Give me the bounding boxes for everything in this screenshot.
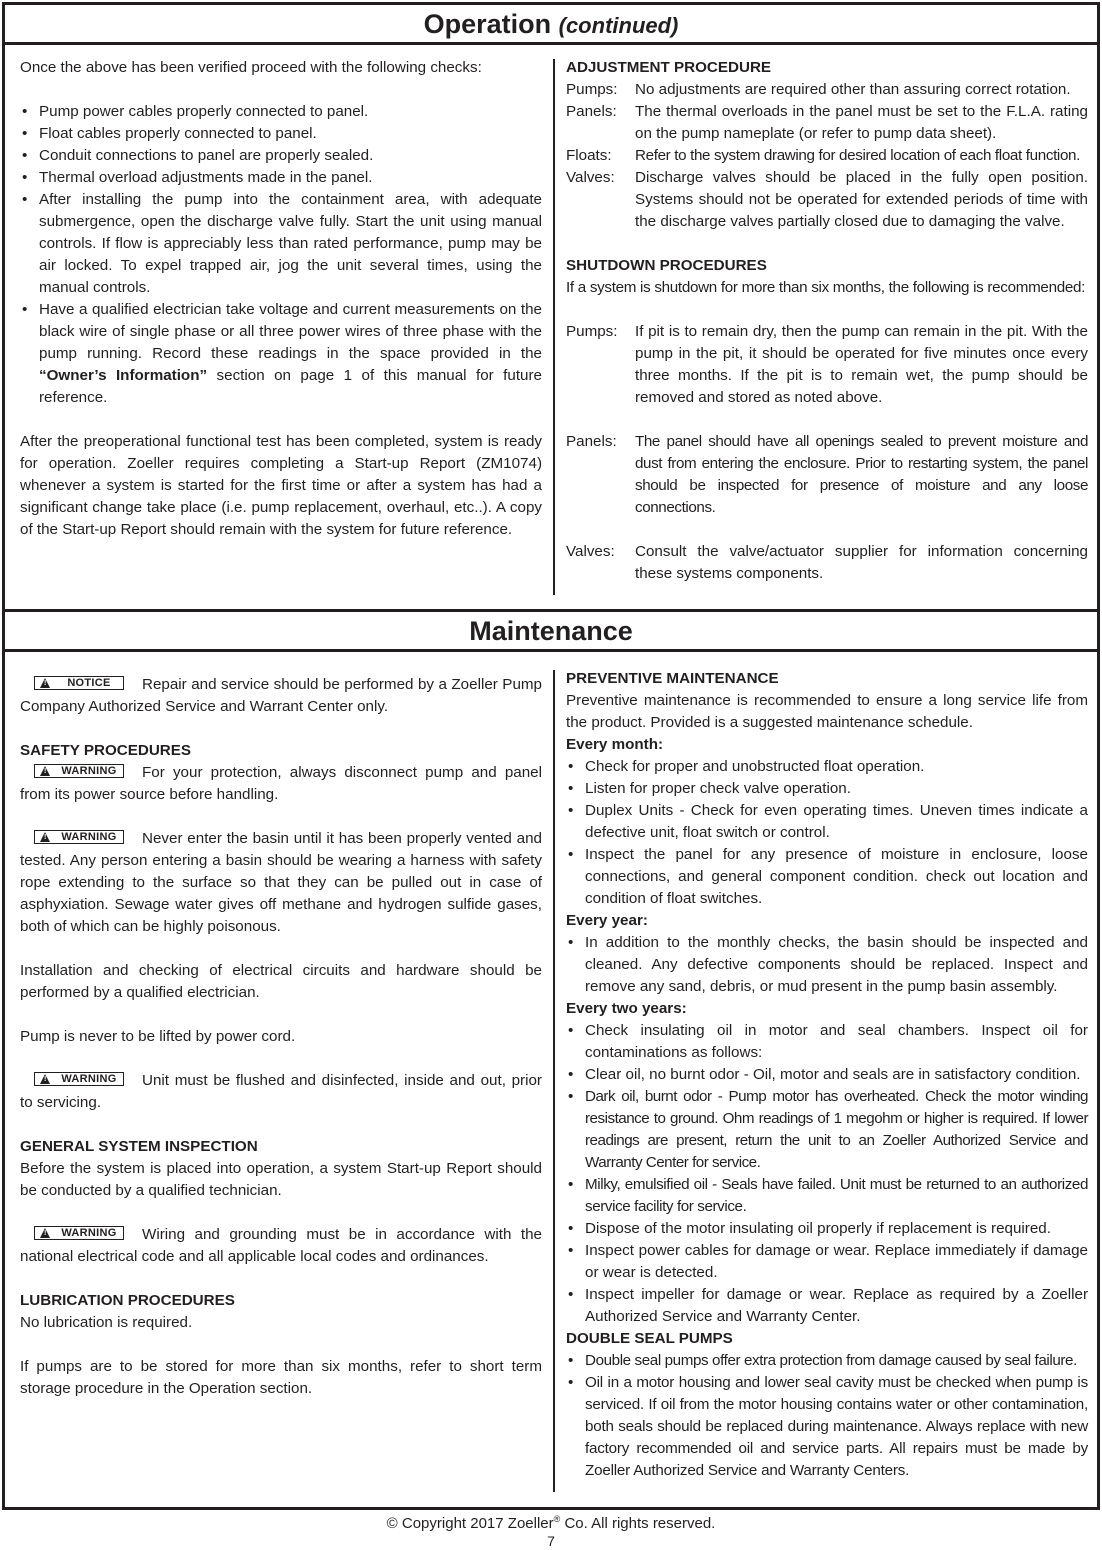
warning-paragraph [20, 1224, 542, 1268]
column-divider [553, 670, 555, 1492]
warning-paragraph [20, 1070, 542, 1114]
def-text: The panel should have all openings sealed to prevent moisture and dust from entering the enclosure. Prior to restarting system, the panel should be inspected for presence of moisture and any loose connections. [635, 433, 1088, 516]
def-label: Floats: [566, 147, 612, 164]
lubrication-heading: LUBRICATION PROCEDURES [20, 1292, 235, 1309]
shutdown-heading: SHUTDOWN PROCEDURES [566, 257, 767, 274]
shutdown-item [566, 431, 1088, 519]
list-item: • Clear oil, no burnt odor - Oil, motor and seals are in satisfactory condition. [566, 1064, 1088, 1086]
shutdown-item [566, 321, 1088, 409]
list-item: • Conduit connections to panel are properly sealed. [20, 145, 542, 167]
adjustment-item [566, 101, 1088, 145]
yearly-list [566, 932, 1088, 998]
warning-text: For your protection, always disconnect pump and panel from its power source before handling. [20, 764, 542, 803]
list-item: • Listen for proper check valve operation. [566, 778, 1088, 800]
def-label: Valves: [566, 543, 615, 560]
adjustment-item [566, 145, 1088, 167]
warning-label: WARNING [61, 830, 117, 843]
shutdown-intro: If a system is shutdown for more than six months, the following is recommended: [566, 279, 1086, 296]
list-item [20, 299, 542, 409]
list-item: • In addition to the monthly checks, the basin should be inspected and cleaned. Any defective components should be replaced. Inspect and remove any sand, debris, or mud present in the pump basin assembly. [566, 932, 1088, 998]
warning-paragraph [20, 828, 542, 938]
check-last-post: section on page 1 of this manual for future reference. [39, 367, 542, 406]
safety-heading: SAFETY PROCEDURES [20, 742, 192, 759]
list-item: • Thermal overload adjustments made in the panel. [20, 167, 542, 189]
list-item: • Dispose of the motor insulating oil properly if replacement is required. [566, 1218, 1088, 1240]
adjustment-item [566, 79, 1088, 101]
general-inspection-text: Before the system is placed into operation, a system Start-up Report should be conducted by a qualified technician. [20, 1160, 542, 1199]
maintenance-section [2, 609, 1100, 1510]
general-inspection-heading: GENERAL SYSTEM INSPECTION [20, 1138, 258, 1155]
monthly-list [566, 756, 1088, 910]
adjustment-heading: ADJUSTMENT PROCEDURE [566, 59, 772, 76]
check-last-pre: Have a qualified electrician take voltage and current measurements on the black wire of single phase or all three power wires of three phase with the pump running. Record these readings in the space provided in the [39, 301, 542, 362]
def-text: No adjustments are required other than assuring correct rotation. [635, 81, 1071, 98]
list-item: • Inspect power cables for damage or wear. Replace immediately if damage or wear is detected. [566, 1240, 1088, 1284]
def-text: Consult the valve/actuator supplier for information concerning these systems components. [635, 543, 1088, 582]
page-number: 7 [547, 1533, 555, 1549]
def-label: Panels: [566, 433, 617, 450]
list-item: • Inspect the panel for any presence of moisture in enclosure, loose connections, and general component condition. check out location and condition of float switches. [566, 844, 1088, 910]
operation-title: Operation [423, 9, 552, 39]
warning-badge: ! WARNING [34, 1226, 124, 1240]
double-seal-heading: DOUBLE SEAL PUMPS [566, 1330, 733, 1347]
def-text: Discharge valves should be placed in the fully open position. Systems should not be operated for extended periods of time with the discharge valves partially closed due to damaging the valve. [635, 169, 1088, 230]
warning-text: Never enter the basin until it has been properly vented and tested. Any person entering a basin should be wearing a harness with safety rope extending to the surface so that they can be pulled out in case of asphyxiation. Sewage water gives off methane and hydrogen sulfide gases, both of which can be highly poisonous. [20, 830, 542, 935]
operation-section [2, 2, 1100, 612]
maintenance-left-column [20, 674, 542, 1400]
list-item: • Oil in a motor housing and lower seal cavity must be checked when pump is serviced. If oil from the motor housing contains water or other contamination, both seals should be replaced during maintenance. Always replace with new factory recommended oil and service parts. All repairs must be made by Zoeller Authorized Service and Warranty Centers. [566, 1372, 1088, 1482]
list-item: • Dark oil, burnt odor - Pump motor has overheated. Check the motor winding resistance to ground. Ohm readings of 1 megohm or higher is required. If lower readings are present, return the unit to an Zoeller Authorized Service and Warranty Center for service. [566, 1086, 1088, 1174]
registered-mark: ® [553, 1514, 561, 1524]
copyright-post: Co. All rights reserved. [560, 1515, 716, 1532]
list-item: • Duplex Units - Check for even operating times. Uneven times indicate a defective unit, float switch or control. [566, 800, 1088, 844]
copyright-line [0, 1514, 1102, 1532]
maintenance-right-column [566, 668, 1088, 1482]
adjustment-item [566, 167, 1088, 233]
notice-text: Repair and service should be performed by a Zoeller Pump Company Authorized Service and Warrant Center only. [20, 676, 542, 715]
copyright-pre: © Copyright 2017 Zoeller [386, 1515, 554, 1532]
every-year-heading: Every year: [566, 912, 648, 929]
list-item: • Milky, emulsified oil - Seals have failed. Unit must be returned to an authorized service facility for service. [566, 1174, 1088, 1218]
list-item: • Check for proper and unobstructed float operation. [566, 756, 1088, 778]
startup-report-text: After the preoperational functional test has been completed, system is ready for operation. Zoeller requires completing a Start-up Report (ZM1074) whenever a system is started for the first time or after a system has had a significant change take place (i.e. pump replacement, overhaul, etc..). A copy of the Start-up Report should remain with the system for future reference. [20, 433, 542, 538]
warning-label: WARNING [61, 1226, 117, 1239]
notice-label: NOTICE [67, 676, 111, 689]
def-label: Valves: [566, 169, 615, 186]
preventive-intro: Preventive maintenance is recommended to ensure a long service life from the product. Provided is a suggested maintenance schedule. [566, 692, 1088, 731]
shutdown-item [566, 541, 1088, 585]
notice-paragraph [20, 674, 542, 718]
def-text: If pit is to remain dry, then the pump can remain in the pit. With the pump in the pit, it should be operated for five minutes once every three months. If the pit is to remain wet, the pump should be removed and stored as noted above. [635, 323, 1088, 406]
operation-left-column [20, 57, 542, 541]
storage-text: If pumps are to be stored for more than six months, refer to short term storage procedure in the Operation section. [20, 1358, 542, 1397]
notice-badge: ! NOTICE [34, 676, 124, 690]
column-divider [553, 59, 555, 595]
power-cord-text: Pump is never to be lifted by power cord. [20, 1028, 296, 1045]
list-item: • Check insulating oil in motor and seal chambers. Inspect oil for contaminations as follows: [566, 1020, 1088, 1064]
warning-badge: ! WARNING [34, 764, 124, 778]
checks-intro: Once the above has been verified proceed with the following checks: [20, 59, 482, 76]
maintenance-title: Maintenance [469, 616, 633, 646]
maintenance-header [5, 612, 1097, 652]
double-seal-list [566, 1350, 1088, 1482]
every-two-years-heading: Every two years: [566, 1000, 687, 1017]
warning-label: WARNING [61, 764, 117, 777]
warning-text: Wiring and grounding must be in accordance with the national electrical code and all applicable local codes and ordinances. [20, 1226, 542, 1265]
list-item: • Pump power cables properly connected to panel. [20, 101, 542, 123]
list-item: • Float cables properly connected to panel. [20, 123, 542, 145]
list-item: • After installing the pump into the containment area, with adequate submergence, open the discharge valve fully. Start the unit using manual controls. If flow is appreciably less than rated performance, pump may be air locked. To expel trapped air, jog the unit several times, using the manual controls. [20, 189, 542, 299]
operation-header [5, 5, 1097, 45]
electrical-text: Installation and checking of electrical circuits and hardware should be performed by a qualified electrician. [20, 962, 542, 1001]
lubrication-text: No lubrication is required. [20, 1314, 193, 1331]
two-year-list [566, 1020, 1088, 1328]
list-item: • Double seal pumps offer extra protection from damage caused by seal failure. [566, 1350, 1088, 1372]
warning-label: WARNING [61, 1072, 117, 1085]
warning-badge: ! WARNING [34, 1072, 124, 1086]
preventive-heading: PREVENTIVE MAINTENANCE [566, 670, 779, 687]
operation-title-suffix: (continued) [558, 13, 679, 38]
every-month-heading: Every month: [566, 736, 664, 753]
def-label: Pumps: [566, 323, 618, 340]
warning-text: Unit must be flushed and disinfected, inside and out, prior to servicing. [20, 1072, 542, 1111]
list-item: • Inspect impeller for damage or wear. Replace as required by a Zoeller Authorized Service and Warranty Center. [566, 1284, 1088, 1328]
def-text: The thermal overloads in the panel must be set to the F.L.A. rating on the pump nameplate (or refer to pump data sheet). [635, 103, 1088, 142]
checks-list [20, 101, 542, 409]
warning-paragraph [20, 762, 542, 806]
def-label: Pumps: [566, 81, 618, 98]
def-label: Panels: [566, 103, 617, 120]
operation-right-column [566, 57, 1088, 585]
warning-badge: ! WARNING [34, 830, 124, 844]
owners-information-ref: “Owner’s Information” [39, 367, 208, 384]
def-text: Refer to the system drawing for desired location of each float function. [635, 147, 1081, 164]
